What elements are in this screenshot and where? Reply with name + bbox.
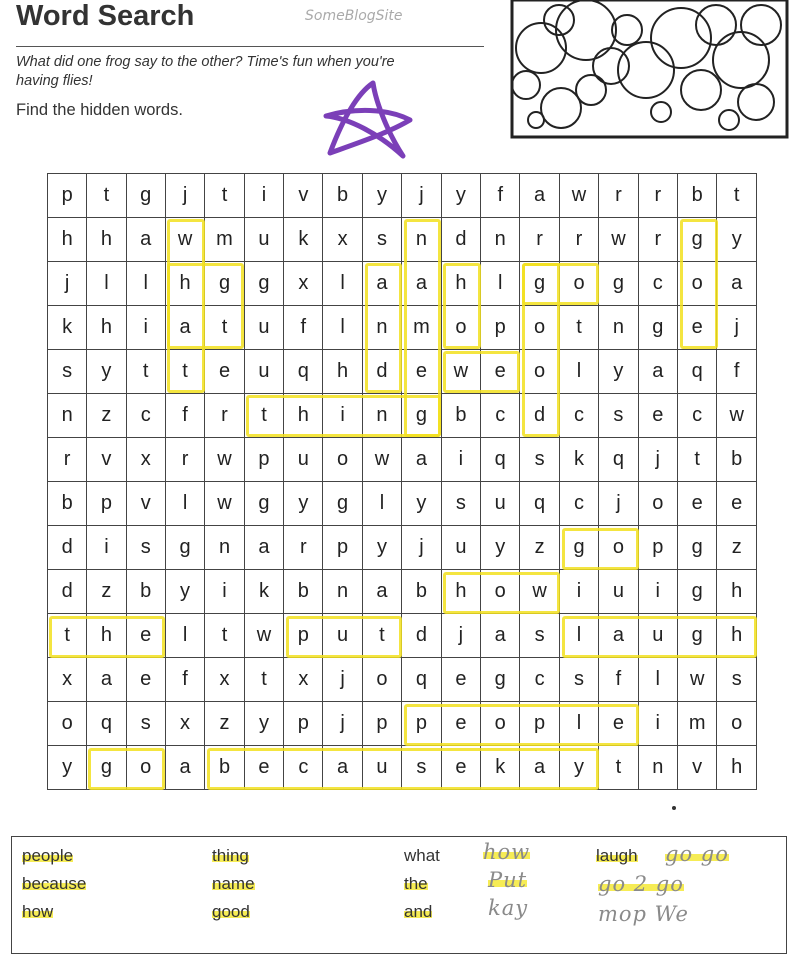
- grid-cell: g: [559, 526, 598, 570]
- grid-cell: t: [599, 746, 638, 790]
- grid-cell: n: [205, 526, 245, 570]
- word-because: because: [22, 874, 87, 893]
- grid-cell: a: [87, 658, 126, 702]
- word-search-grid: [47, 173, 757, 790]
- grid-cell: q: [520, 482, 559, 526]
- grid-cell: q: [87, 702, 126, 746]
- grid-cell: c: [520, 658, 559, 702]
- grid-cell: l: [559, 614, 598, 658]
- grid-row: [48, 350, 757, 394]
- grid-cell: f: [165, 658, 204, 702]
- grid-cell: e: [599, 702, 638, 746]
- grid-cell: c: [638, 262, 677, 306]
- grid-cell: g: [205, 262, 245, 306]
- grid-cell: g: [244, 482, 283, 526]
- grid-cell: g: [677, 218, 717, 262]
- grid-cell: b: [402, 570, 442, 614]
- grid-cell: a: [165, 746, 204, 790]
- grid-cell: a: [717, 262, 757, 306]
- grid-cell: m: [205, 218, 245, 262]
- grid-cell: l: [638, 658, 677, 702]
- grid-cell: h: [48, 218, 87, 262]
- grid-cell: o: [599, 526, 638, 570]
- grid-cell: e: [126, 614, 165, 658]
- grid-cell: n: [362, 394, 401, 438]
- grid-cell: n: [481, 218, 520, 262]
- grid-cell: r: [165, 438, 204, 482]
- grid-cell: f: [481, 174, 520, 218]
- grid-cell: l: [481, 262, 520, 306]
- grid-cell: d: [48, 570, 87, 614]
- worksheet-title: Word Search: [16, 0, 195, 32]
- grid-cell: a: [520, 174, 559, 218]
- grid-cell: a: [638, 350, 677, 394]
- grid-cell: m: [677, 702, 717, 746]
- grid-cell: r: [638, 218, 677, 262]
- grid-row: [48, 218, 757, 262]
- grid-cell: e: [441, 702, 480, 746]
- word-how: how: [22, 902, 54, 921]
- grid-cell: r: [284, 526, 323, 570]
- grid-cell: z: [717, 526, 757, 570]
- grid-cell: o: [323, 438, 362, 482]
- word-good: good: [212, 902, 250, 921]
- grid-cell: d: [441, 218, 480, 262]
- grid-cell: s: [520, 614, 559, 658]
- word-thing: thing: [212, 846, 249, 865]
- grid-cell: l: [87, 262, 126, 306]
- grid-cell: p: [323, 526, 362, 570]
- grid-cell: p: [244, 438, 283, 482]
- grid-cell: x: [126, 438, 165, 482]
- grid-cell: h: [87, 306, 126, 350]
- handwritten-kay: kay: [488, 896, 529, 920]
- ink-dot: [672, 806, 676, 810]
- grid-cell: f: [599, 658, 638, 702]
- grid-cell: y: [559, 746, 598, 790]
- grid-cell: j: [599, 482, 638, 526]
- grid-cell: y: [362, 526, 401, 570]
- grid-cell: j: [323, 658, 362, 702]
- grid-cell: i: [638, 702, 677, 746]
- grid-row: [48, 482, 757, 526]
- grid-cell: l: [165, 482, 204, 526]
- grid-cell: u: [284, 438, 323, 482]
- grid-cell: e: [638, 394, 677, 438]
- grid-cell: t: [87, 174, 126, 218]
- grid-cell: j: [48, 262, 87, 306]
- grid-cell: o: [126, 746, 165, 790]
- grid-cell: t: [48, 614, 87, 658]
- grid-cell: v: [284, 174, 323, 218]
- grid-cell: e: [244, 746, 283, 790]
- grid-cell: e: [441, 658, 480, 702]
- grid-cell: k: [284, 218, 323, 262]
- grid-cell: u: [323, 614, 362, 658]
- grid-cell: y: [599, 350, 638, 394]
- grid-cell: t: [362, 614, 401, 658]
- grid-cell: g: [677, 526, 717, 570]
- grid-cell: n: [48, 394, 87, 438]
- grid-cell: y: [717, 218, 757, 262]
- grid-cell: p: [520, 702, 559, 746]
- grid-cell: o: [717, 702, 757, 746]
- grid-cell: c: [126, 394, 165, 438]
- grid-cell: s: [520, 438, 559, 482]
- grid-cell: f: [165, 394, 204, 438]
- grid-cell: w: [441, 350, 480, 394]
- grid-cell: j: [402, 174, 442, 218]
- watermark: SomeBlogSite: [305, 8, 403, 24]
- grid-cell: b: [323, 174, 362, 218]
- grid-cell: x: [165, 702, 204, 746]
- grid-cell: l: [323, 306, 362, 350]
- grid-cell: l: [165, 614, 204, 658]
- grid-cell: i: [87, 526, 126, 570]
- grid-row: [48, 438, 757, 482]
- handwritten-put: Put: [488, 868, 528, 892]
- grid-cell: e: [126, 658, 165, 702]
- grid-cell: u: [244, 350, 283, 394]
- grid-cell: e: [717, 482, 757, 526]
- handwritten-how: how: [483, 840, 531, 864]
- grid-cell: u: [244, 218, 283, 262]
- grid-cell: e: [677, 482, 717, 526]
- grid-cell: g: [481, 658, 520, 702]
- grid-cell: d: [520, 394, 559, 438]
- grid-cell: e: [481, 350, 520, 394]
- grid-cell: y: [244, 702, 283, 746]
- grid-cell: n: [599, 306, 638, 350]
- grid-cell: e: [402, 350, 442, 394]
- grid-cell: g: [87, 746, 126, 790]
- grid-cell: b: [677, 174, 717, 218]
- grid-cell: y: [48, 746, 87, 790]
- grid-row: [48, 174, 757, 218]
- grid-cell: k: [559, 438, 598, 482]
- grid-row: [48, 702, 757, 746]
- grid-cell: x: [284, 262, 323, 306]
- grid-cell: l: [126, 262, 165, 306]
- grid-cell: t: [205, 174, 245, 218]
- grid-cell: w: [205, 438, 245, 482]
- grid-cell: s: [717, 658, 757, 702]
- grid-cell: o: [677, 262, 717, 306]
- grid-cell: j: [441, 614, 480, 658]
- grid-cell: w: [165, 218, 204, 262]
- grid-cell: s: [126, 702, 165, 746]
- grid-cell: g: [520, 262, 559, 306]
- grid-cell: t: [165, 350, 204, 394]
- grid-cell: t: [126, 350, 165, 394]
- grid-cell: z: [87, 570, 126, 614]
- grid-row: [48, 570, 757, 614]
- grid-cell: t: [205, 614, 245, 658]
- grid-cell: w: [244, 614, 283, 658]
- grid-cell: h: [441, 570, 480, 614]
- word-and: and: [404, 902, 433, 921]
- grid-cell: q: [481, 438, 520, 482]
- grid-cell: n: [323, 570, 362, 614]
- grid-cell: h: [323, 350, 362, 394]
- grid-cell: g: [638, 306, 677, 350]
- grid-cell: c: [559, 482, 598, 526]
- grid-cell: q: [402, 658, 442, 702]
- grid-row: [48, 306, 757, 350]
- grid-cell: r: [48, 438, 87, 482]
- grid-row: [48, 262, 757, 306]
- grid-cell: w: [362, 438, 401, 482]
- grid-cell: g: [323, 482, 362, 526]
- grid-cell: x: [48, 658, 87, 702]
- grid-cell: i: [441, 438, 480, 482]
- grid-cell: t: [244, 658, 283, 702]
- grid-cell: d: [402, 614, 442, 658]
- grid-cell: y: [362, 174, 401, 218]
- grid-cell: e: [441, 746, 480, 790]
- grid-cell: i: [638, 570, 677, 614]
- grid-cell: o: [638, 482, 677, 526]
- grid-cell: r: [599, 174, 638, 218]
- grid-cell: q: [677, 350, 717, 394]
- grid-cell: v: [126, 482, 165, 526]
- grid-cell: a: [402, 262, 442, 306]
- grid-cell: y: [284, 482, 323, 526]
- word-name: name: [212, 874, 255, 893]
- grid-cell: i: [323, 394, 362, 438]
- grid-cell: g: [244, 262, 283, 306]
- grid-cell: t: [559, 306, 598, 350]
- grid-cell: u: [244, 306, 283, 350]
- grid-cell: p: [481, 306, 520, 350]
- grid-cell: o: [520, 306, 559, 350]
- grid-cell: c: [284, 746, 323, 790]
- grid-cell: b: [205, 746, 245, 790]
- grid-cell: t: [205, 306, 245, 350]
- grid-cell: b: [48, 482, 87, 526]
- grid-cell: r: [638, 174, 677, 218]
- handwritten-go-go: go go: [665, 842, 729, 866]
- grid-cell: o: [481, 702, 520, 746]
- grid-cell: w: [677, 658, 717, 702]
- grid-cell: g: [677, 570, 717, 614]
- grid-cell: o: [48, 702, 87, 746]
- grid-cell: s: [559, 658, 598, 702]
- grid-cell: v: [87, 438, 126, 482]
- grid-cell: g: [126, 174, 165, 218]
- grid-cell: j: [402, 526, 442, 570]
- grid-cell: a: [362, 570, 401, 614]
- grid-cell: i: [205, 570, 245, 614]
- word-what: what: [404, 846, 440, 865]
- grid-cell: p: [402, 702, 442, 746]
- grid-cell: w: [520, 570, 559, 614]
- grid-cell: s: [441, 482, 480, 526]
- grid-cell: g: [165, 526, 204, 570]
- grid-cell: u: [599, 570, 638, 614]
- grid-row: [48, 526, 757, 570]
- grid-cell: s: [599, 394, 638, 438]
- grid-cell: u: [441, 526, 480, 570]
- grid-cell: w: [717, 394, 757, 438]
- grid-cell: t: [244, 394, 283, 438]
- grid-cell: o: [559, 262, 598, 306]
- grid-row: [48, 394, 757, 438]
- grid-cell: w: [599, 218, 638, 262]
- word-the: the: [404, 874, 428, 893]
- grid-cell: a: [481, 614, 520, 658]
- grid-cell: q: [599, 438, 638, 482]
- grid-cell: i: [244, 174, 283, 218]
- grid-cell: y: [402, 482, 442, 526]
- grid-cell: k: [244, 570, 283, 614]
- grid-cell: j: [165, 174, 204, 218]
- grid-cell: n: [362, 306, 401, 350]
- grid-cell: t: [717, 174, 757, 218]
- grid-cell: a: [244, 526, 283, 570]
- grid-cell: e: [677, 306, 717, 350]
- grid-cell: h: [717, 614, 757, 658]
- grid-cell: u: [638, 614, 677, 658]
- grid-cell: b: [717, 438, 757, 482]
- grid-cell: p: [284, 702, 323, 746]
- grid-row: [48, 614, 757, 658]
- grid-cell: o: [520, 350, 559, 394]
- grid-cell: f: [717, 350, 757, 394]
- grid-cell: h: [284, 394, 323, 438]
- grid-cell: h: [441, 262, 480, 306]
- grid-cell: s: [362, 218, 401, 262]
- grid-cell: e: [205, 350, 245, 394]
- grid-cell: h: [165, 262, 204, 306]
- grid-cell: l: [559, 702, 598, 746]
- grid-cell: n: [638, 746, 677, 790]
- grid-row: [48, 746, 757, 790]
- grid-row: [48, 658, 757, 702]
- grid-cell: p: [87, 482, 126, 526]
- grid-cell: x: [205, 658, 245, 702]
- grid-cell: p: [362, 702, 401, 746]
- handwritten-go-2-go: go 2 go: [598, 872, 684, 896]
- grid-cell: i: [559, 570, 598, 614]
- grid-cell: h: [717, 570, 757, 614]
- grid-cell: a: [165, 306, 204, 350]
- grid-cell: p: [284, 614, 323, 658]
- grid-cell: r: [520, 218, 559, 262]
- grid-cell: k: [48, 306, 87, 350]
- word-people: people: [22, 846, 74, 865]
- grid-cell: o: [441, 306, 480, 350]
- grid-cell: x: [284, 658, 323, 702]
- grid-cell: m: [402, 306, 442, 350]
- grid-cell: c: [559, 394, 598, 438]
- grid-cell: c: [481, 394, 520, 438]
- grid-cell: j: [323, 702, 362, 746]
- instruction-text: Find the hidden words.: [16, 101, 183, 119]
- grid-cell: r: [559, 218, 598, 262]
- star-mark: [318, 78, 413, 160]
- grid-cell: y: [441, 174, 480, 218]
- grid-cell: h: [717, 746, 757, 790]
- grid-cell: b: [441, 394, 480, 438]
- grid-cell: u: [481, 482, 520, 526]
- grid-cell: l: [323, 262, 362, 306]
- grid-cell: b: [284, 570, 323, 614]
- grid-cell: y: [87, 350, 126, 394]
- word-laugh: laugh: [596, 846, 638, 865]
- grid-cell: q: [284, 350, 323, 394]
- grid-cell: c: [677, 394, 717, 438]
- bubbles-illustration: [501, 0, 789, 140]
- grid-cell: u: [362, 746, 401, 790]
- grid-cell: t: [677, 438, 717, 482]
- grid-cell: o: [362, 658, 401, 702]
- grid-cell: z: [205, 702, 245, 746]
- grid-cell: f: [284, 306, 323, 350]
- grid-cell: s: [48, 350, 87, 394]
- grid-cell: n: [402, 218, 442, 262]
- grid-cell: p: [48, 174, 87, 218]
- grid-cell: x: [323, 218, 362, 262]
- grid-cell: d: [362, 350, 401, 394]
- grid-cell: a: [402, 438, 442, 482]
- grid-cell: s: [402, 746, 442, 790]
- grid-cell: i: [126, 306, 165, 350]
- grid-cell: d: [48, 526, 87, 570]
- grid-cell: z: [87, 394, 126, 438]
- handwritten-mop-we: mop We: [598, 902, 689, 926]
- grid-cell: h: [87, 218, 126, 262]
- grid-cell: j: [717, 306, 757, 350]
- grid-cell: j: [638, 438, 677, 482]
- grid-cell: w: [559, 174, 598, 218]
- grid-cell: a: [323, 746, 362, 790]
- grid-cell: y: [481, 526, 520, 570]
- grid-cell: r: [205, 394, 245, 438]
- title-divider: [16, 46, 484, 47]
- grid-cell: a: [520, 746, 559, 790]
- grid-cell: g: [402, 394, 442, 438]
- grid-cell: z: [520, 526, 559, 570]
- grid-cell: w: [205, 482, 245, 526]
- grid-cell: a: [126, 218, 165, 262]
- grid-cell: b: [126, 570, 165, 614]
- grid-cell: y: [165, 570, 204, 614]
- grid-cell: g: [599, 262, 638, 306]
- grid-cell: o: [481, 570, 520, 614]
- grid-cell: h: [87, 614, 126, 658]
- grid-cell: p: [638, 526, 677, 570]
- grid-cell: l: [362, 482, 401, 526]
- riddle-text: What did one frog say to the other? Time's fun when you're having flies!: [16, 54, 395, 89]
- grid-cell: g: [677, 614, 717, 658]
- grid-cell: s: [126, 526, 165, 570]
- grid-cell: l: [559, 350, 598, 394]
- grid-cell: k: [481, 746, 520, 790]
- grid-cell: v: [677, 746, 717, 790]
- grid-cell: a: [599, 614, 638, 658]
- grid-cell: a: [362, 262, 401, 306]
